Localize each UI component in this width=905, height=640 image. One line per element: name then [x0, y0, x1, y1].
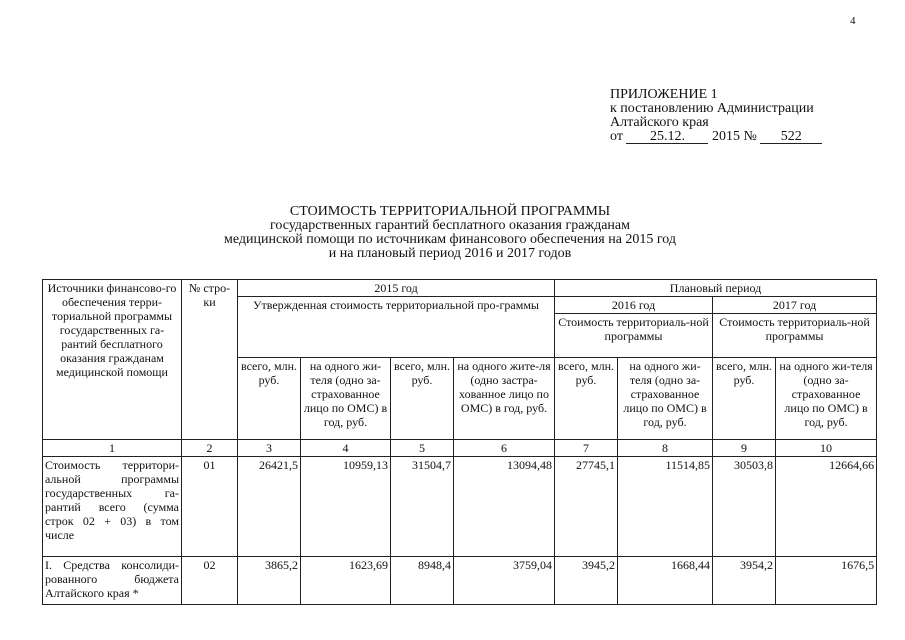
col-number: 9 — [713, 440, 776, 457]
cell-value: 1623,69 — [301, 557, 391, 605]
appendix-date-line — [610, 130, 822, 144]
title-line-2: государственных гарантий бесплатного оказания гражданам — [269, 218, 630, 233]
col-number: 2 — [182, 440, 238, 457]
header-total-5: всего, млн. руб. — [391, 358, 454, 440]
resolution-date: 25.12. — [626, 130, 708, 144]
year-number-label: 2015 № — [711, 129, 757, 144]
resolution-number: 522 — [760, 130, 822, 144]
header-per-capita-6: на одного жите-ля (одно застра-хованное лицо по ОМС) в год, руб. — [454, 358, 555, 440]
row-line-number: 01 — [182, 457, 238, 557]
header-approved-cost: Утвержденная стоимость территориальной про-граммы — [238, 297, 555, 358]
document-title — [160, 205, 740, 261]
header-total-3: всего, млн. руб. — [238, 358, 301, 440]
cell-value: 12664,66 — [776, 457, 877, 557]
title-line-4: и на плановый период 2016 и 2017 годов — [328, 246, 572, 261]
cost-table — [42, 279, 877, 605]
col-number: 1 — [43, 440, 182, 457]
cell-value: 3945,2 — [555, 557, 618, 605]
cell-value: 1676,5 — [776, 557, 877, 605]
appendix-resolution: к постановлению Администрации — [610, 101, 814, 116]
cell-value: 10959,13 — [301, 457, 391, 557]
column-number-row — [43, 440, 877, 457]
table-row — [43, 557, 877, 605]
page-number: 4 — [850, 15, 856, 27]
col-number: 5 — [391, 440, 454, 457]
table-row — [43, 457, 877, 557]
from-label: от — [610, 129, 623, 144]
cell-value: 30503,8 — [713, 457, 776, 557]
cell-value: 31504,7 — [391, 457, 454, 557]
header-2017: 2017 год — [713, 297, 877, 314]
appendix-block — [610, 88, 822, 144]
cell-value: 3865,2 — [238, 557, 301, 605]
header-per-capita-10: на одного жи-теля (одно за-страхованное лицо по ОМС) в год, руб. — [776, 358, 877, 440]
col-number: 3 — [238, 440, 301, 457]
header-line-number: № стро-ки — [182, 280, 238, 440]
header-source: Источники финансово-го обеспечения терри-ториальной программы государственных га-рантий бесплатного оказания гражданам медицинской помощи — [43, 280, 182, 440]
cell-value: 11514,85 — [618, 457, 713, 557]
cell-value: 3759,04 — [454, 557, 555, 605]
cell-value: 1668,44 — [618, 557, 713, 605]
col-number: 8 — [618, 440, 713, 457]
appendix-title: ПРИЛОЖЕНИЕ 1 — [610, 87, 718, 102]
col-number: 4 — [301, 440, 391, 457]
title-line-3: медицинской помощи по источникам финансового обеспечения на 2015 год — [223, 232, 677, 247]
header-2016: 2016 год — [555, 297, 713, 314]
col-number: 7 — [555, 440, 618, 457]
header-planned-period: Плановый период — [555, 280, 877, 297]
header-cost-2017: Стоимость территориаль-ной программы — [713, 314, 877, 358]
header-cost-2016: Стоимость территориаль-ной программы — [555, 314, 713, 358]
cell-value: 3954,2 — [713, 557, 776, 605]
cell-value: 8948,4 — [391, 557, 454, 605]
appendix-region: Алтайского края — [610, 115, 709, 130]
row-source: Стоимость территори-альной программы государственных га-рантий всего (сумма строк 02 + 03) в том числе — [43, 457, 182, 557]
row-line-number: 02 — [182, 557, 238, 605]
cell-value: 27745,1 — [555, 457, 618, 557]
title-line-1: СТОИМОСТЬ ТЕРРИТОРИАЛЬНОЙ ПРОГРАММЫ — [289, 204, 611, 219]
header-per-capita-4: на одного жи-теля (одно за-страхованное лицо по ОМС) в год, руб. — [301, 358, 391, 440]
col-number: 6 — [454, 440, 555, 457]
cell-value: 13094,48 — [454, 457, 555, 557]
cell-value: 26421,5 — [238, 457, 301, 557]
header-total-7: всего, млн. руб. — [555, 358, 618, 440]
row-source: I. Средства консолиди-рованного бюджета Алтайского края * — [43, 557, 182, 605]
header-total-9: всего, млн. руб. — [713, 358, 776, 440]
col-number: 10 — [776, 440, 877, 457]
header-per-capita-8: на одного жи-теля (одно за-страхованное лицо по ОМС) в год, руб. — [618, 358, 713, 440]
header-2015: 2015 год — [238, 280, 555, 297]
